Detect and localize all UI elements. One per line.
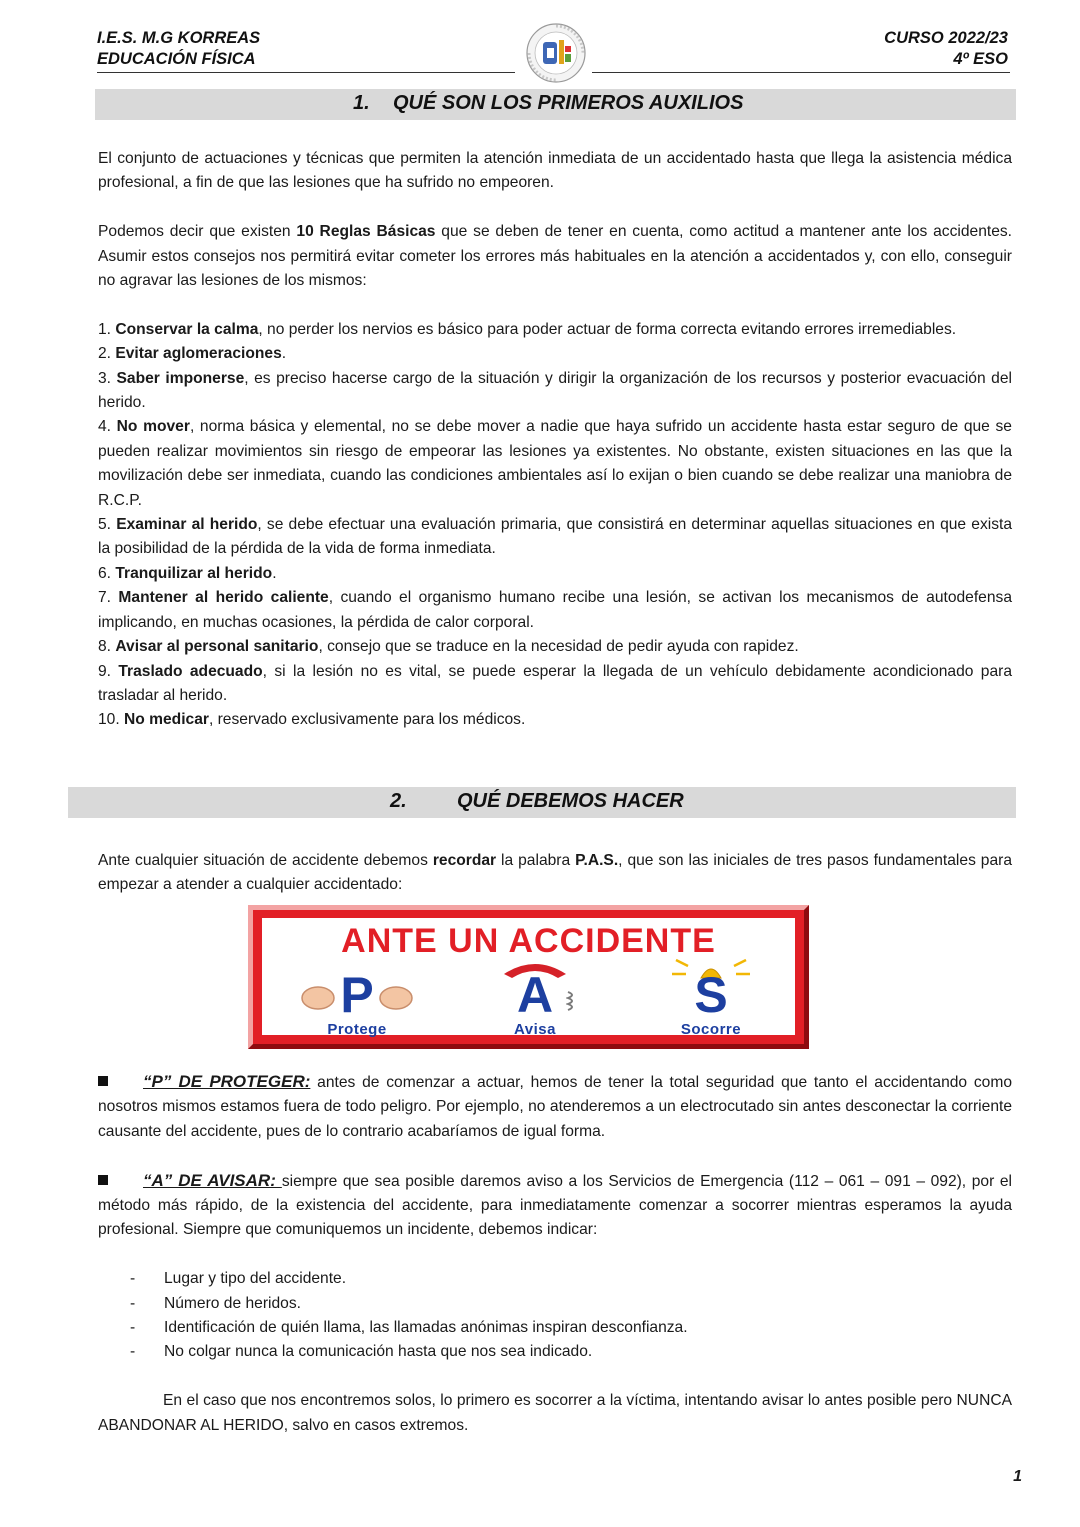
pas-label-avisa: Avisa [514,1021,556,1038]
section-1-heading [95,89,1016,120]
section-1-number: 1. [353,92,370,114]
rule-item: 5. Examinar al herido, se debe efectuar una evaluación primaria, que consistirá en determinar aquellas situaciones en que exista la posibilidad de la pérdida de la vida de forma inmediata. [98,516,1013,558]
rule-item: 10. No medicar, reservado exclusivamente para los médicos. [98,711,526,729]
pas-banner [248,905,809,1049]
header-rule-left [97,72,515,73]
pas-step-protege [292,967,422,1038]
avisar-lead: “A” DE AVISAR: [143,1170,282,1190]
course-level: 4º ESO [953,50,1008,68]
section-1-body [98,147,1012,733]
square-bullet-icon [98,1076,108,1086]
rule-item: 1. Conservar la calma, no perder los nervios es básico para poder actuar de forma correcta evitando errores irremediables. [98,320,957,338]
list-item: - Lugar y tipo del accidente. [98,1267,1012,1291]
rule-item: 8. Avisar al personal sanitario, consejo que se traduce en la necesidad de pedir ayuda con rapidez. [98,638,799,656]
rules-list [98,318,1012,733]
pas-banner-title: ANTE UN ACCIDENTE [341,922,716,960]
pas-step-socorre [646,967,776,1038]
pas-label-socorre: Socorre [680,1021,742,1038]
pas-intro-paragraph: Ante cualquier situación de accidente debemos recordar la palabra P.A.S., que son las iniciales de tres pasos fundamentales para empezar a atender a cualquier accidentado: [98,852,1013,894]
section-2-title: QUÉ DEBEMOS HACER [457,790,684,812]
section-2-heading [68,787,1016,818]
list-item: - No colgar nunca la comunicación hasta que nos sea indicado. [98,1340,1012,1364]
header-left [97,28,260,70]
pas-label-protege: Protege [327,1021,387,1038]
proteger-lead: “P” DE PROTEGER: [143,1072,311,1091]
header-right [884,28,1008,70]
section-2-number: 2. [390,790,407,812]
proteger-paragraph: “P” DE PROTEGER: antes de comenzar a actuar, hemos de tener la total seguridad que tanto el accidentando como nosotros mismos estamos fuera de todo peligro. Por ejemplo, no atenderemos a un electrocutado sin antes desconectar la corriente causante del accidente, pues de lo contrario acabaríamos de igual forma. [98,1072,1013,1140]
rule-item: 7. Mantener al herido caliente, cuando el organismo humano recibe una lesión, se activan los mecanismos de autodefensa implicando, en muchas ocasiones, la pérdida de calor corporal. [98,589,1012,631]
intro-paragraph: Podemos decir que existen 10 Reglas Básicas que se deben de tener en cuenta, como actitud a mantener ante los accidentes. Asumir estos consejos nos permitirá evitar cometer los errores más habituales en la atención a accidentados y, con ello, conseguir no agravar las lesiones de los mismos: [98,223,1012,290]
pas-letter-a: A [516,967,554,1023]
pas-details [98,1070,1012,1438]
school-logo-icon [525,22,587,84]
rule-item: 4. No mover, norma básica y elemental, no se debe mover a nadie que haya sufrido un accidente hasta estar seguro de que se pueden realizar movimientos sin riesgo de empeorar las lesiones ya existentes. No obstante, existen situaciones en las que la movilización debe ser inmediata, cuando las condiciones ambientales así lo exijan o bien cuando se debe realizar una maniobra de R.C.P. [98,418,1012,509]
list-item: - Identificación de quién llama, las llamadas anónimas inspiran desconfianza. [98,1316,1012,1340]
page-number: 1 [1013,1468,1022,1485]
header-rule-right [592,72,1010,73]
basic-rules-emphasis: 10 Reglas Básicas [296,223,436,241]
pas-letter-s: S [694,967,728,1023]
pas-intro [98,849,1012,898]
rule-item: 9. Traslado adecuado, si la lesión no es vital, se puede esperar la llegada de un vehículo debidamente acondicionado para trasladar al herido. [98,662,1013,704]
course-year: CURSO 2022/23 [884,29,1008,47]
pas-letter-p: P [340,967,374,1023]
closing-paragraph: En el caso que nos encontremos solos, lo primero es socorrer a la víctima, intentando avisar lo antes posible pero NUNCA ABANDONAR AL HERIDO, salvo en casos extremos. [98,1392,1012,1434]
pas-step-avisa [470,967,600,1038]
definition-paragraph: El conjunto de actuaciones y técnicas que permiten la atención inmediata de un accidentado hasta que llega la asistencia médica profesional, a fin de que las lesiones que ha sufrido no empeoren. [98,150,1012,192]
avisar-paragraph: “A” DE AVISAR: siempre que sea posible daremos aviso a los Servicios de Emergencia (112 – 061 – 091 – 092), por el método más rápido, de la existencia del accidente, para inmediatamente comenzar a socorrer mientras esperamos la ayuda profesional. Siempre que comuniquemos un incidente, debemos indicar: [98,1170,1013,1239]
section-1-title: QUÉ SON LOS PRIMEROS AUXILIOS [393,92,744,114]
report-checklist [98,1267,1012,1365]
subject-name: EDUCACIÓN FÍSICA [97,50,256,68]
rule-item: 6. Tranquilizar al herido. [98,564,277,582]
rule-item: 2. Evitar aglomeraciones. [98,345,287,363]
square-bullet-icon [98,1175,108,1185]
list-item: - Número de heridos. [98,1292,1012,1316]
rule-item: 3. Saber imponerse, es preciso hacerse cargo de la situación y dirigir la organización de los recursos y posterior evacuación del herido. [98,369,1012,412]
school-name: I.E.S. M.G KORREAS [97,29,261,47]
